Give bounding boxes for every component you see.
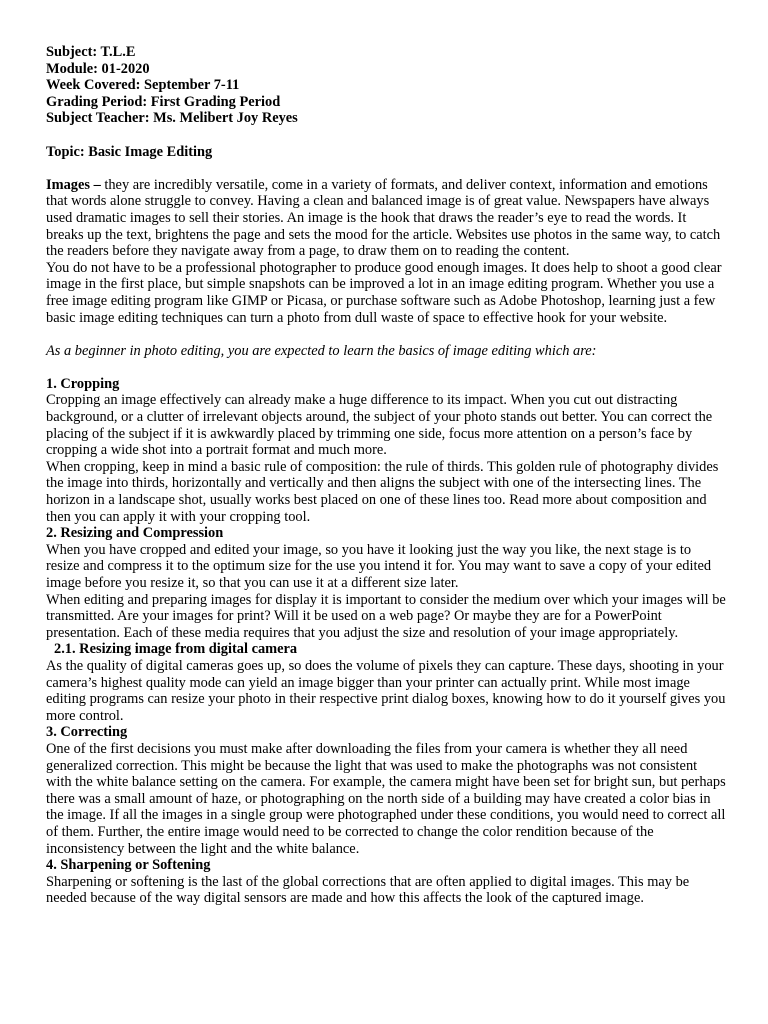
correcting-paragraph-1: One of the first decisions you must make after downloading the files from your camera is whether they all need generalized correction. This might be because the light that was used to make the photographs was not consistent with the white balance setting on the camera. For example, the camera might have been set for bright sun, but perhaps there was a small amount of haze, or photographing on the north side of a building may have created a color bias in the image. If all the images in a single group were photographed under these conditions, you would need to correct all of them. Further, the entire image would need to be corrected to change the color rendition because of the inconsistency between the light and the white balance. (46, 740, 726, 857)
cropping-paragraph-2: When cropping, keep in mind a basic rule of composition: the rule of thirds. This golden rule of photography divides the image into thirds, horizontally and vertically and then aligns the subject with one of the intersecting lines. The horizon in a landscape shot, usually works best placed on one of these lines too. Read more about composition and then you can apply it with your cropping tool. (46, 458, 719, 525)
section-cropping (46, 376, 726, 525)
resizing-paragraph-2: When editing and preparing images for display it is important to consider the medium over which your images will be transmitted. Are your images for print? Will it be used on a web page? Or maybe they are for a PowerPoint presentation. Each of these media requires that you adjust the size and resolution of your image appropriately. (46, 591, 726, 641)
section-sharpening (46, 857, 726, 907)
intro-text-1: they are incredibly versatile, come in a variety of formats, and deliver context, information and emotions that words alone struggle to convey. Having a clean and balanced image is of great value. Newspapers have always used dramatic images to sell their stories. An image is the hook that draws the reader’s eye to read the words. It breaks up the text, brightens the page and sets the mood for the article. Websites use photos in the same way, to catch the readers before they navigate away from a page, to draw them on to reading the content. (46, 176, 721, 260)
section-title-sharpening: 4. Sharpening or Softening (46, 857, 211, 874)
section-title-correcting: 3. Correcting (46, 724, 128, 741)
document-page (46, 44, 726, 907)
teacher-line: Subject Teacher: Ms. Melibert Joy Reyes (46, 110, 298, 127)
resizing-paragraph-1: When you have cropped and edited your image, so you have it looking just the way you like, the next stage is to resize and compress it to the optimum size for the use you intend it for. You may want to save a copy of your edited image before you resize it, so that you can use it at a different size later. (46, 541, 712, 591)
intro-paragraph-2: You do not have to be a professional photographer to produce good enough images. It does help to shoot a good clear image in the first place, but simple snapshots can be improved a lot in an image editing program. Whether you use a free image editing program like GIMP or Picasa, or purchase software such as Adobe Photoshop, learning just a few basic image editing techniques can turn a photo from dull waste of space to effective hook for your website. (46, 259, 722, 326)
section-title-resizing-camera: 2.1. Resizing image from digital camera (54, 641, 298, 658)
intro-term: Images – (46, 176, 101, 193)
topic-heading: Topic: Basic Image Editing (46, 143, 213, 160)
subject-line: Subject: T.L.E (46, 44, 136, 60)
week-line: Week Covered: September 7-11 (46, 77, 240, 94)
module-line: Module: 01-2020 (46, 60, 150, 77)
intro-section (46, 177, 726, 360)
document-header (46, 44, 726, 127)
section-title-resizing: 2. Resizing and Compression (46, 525, 224, 542)
section-resizing (46, 525, 726, 641)
cropping-paragraph-1: Cropping an image effectively can already make a huge difference to its impact. When you cut out distracting background, or a clutter of irrelevant objects around, the subject of your photo stands out better. You can correct the placing of the subject if it is awkwardly placed by trimming one side, focus more attention on a person’s face by cropping a wide shot into a portrait format and much more. (46, 392, 713, 459)
beginner-note: As a beginner in photo editing, you are expected to learn the basics of image editing which are: (46, 342, 597, 359)
section-correcting (46, 724, 726, 857)
grading-period-line: Grading Period: First Grading Period (46, 93, 281, 110)
sharpening-paragraph-1: Sharpening or softening is the last of the global corrections that are often applied to digital images. This may be needed because of the way digital sensors are made and how this affects the look of the captured image. (46, 873, 690, 907)
intro-paragraph-1 (46, 177, 726, 260)
section-resizing-camera (46, 641, 726, 724)
section-title-cropping: 1. Cropping (46, 375, 120, 392)
resizing-camera-paragraph-1: As the quality of digital cameras goes up, so does the volume of pixels they can capture. These days, shooting in your camera’s highest quality mode can yield an image bigger than your printer can actually print. While most image editing programs can resize your photo in their respective print dialog boxes, knowing how to do it yourself gives you more control. (46, 657, 726, 724)
